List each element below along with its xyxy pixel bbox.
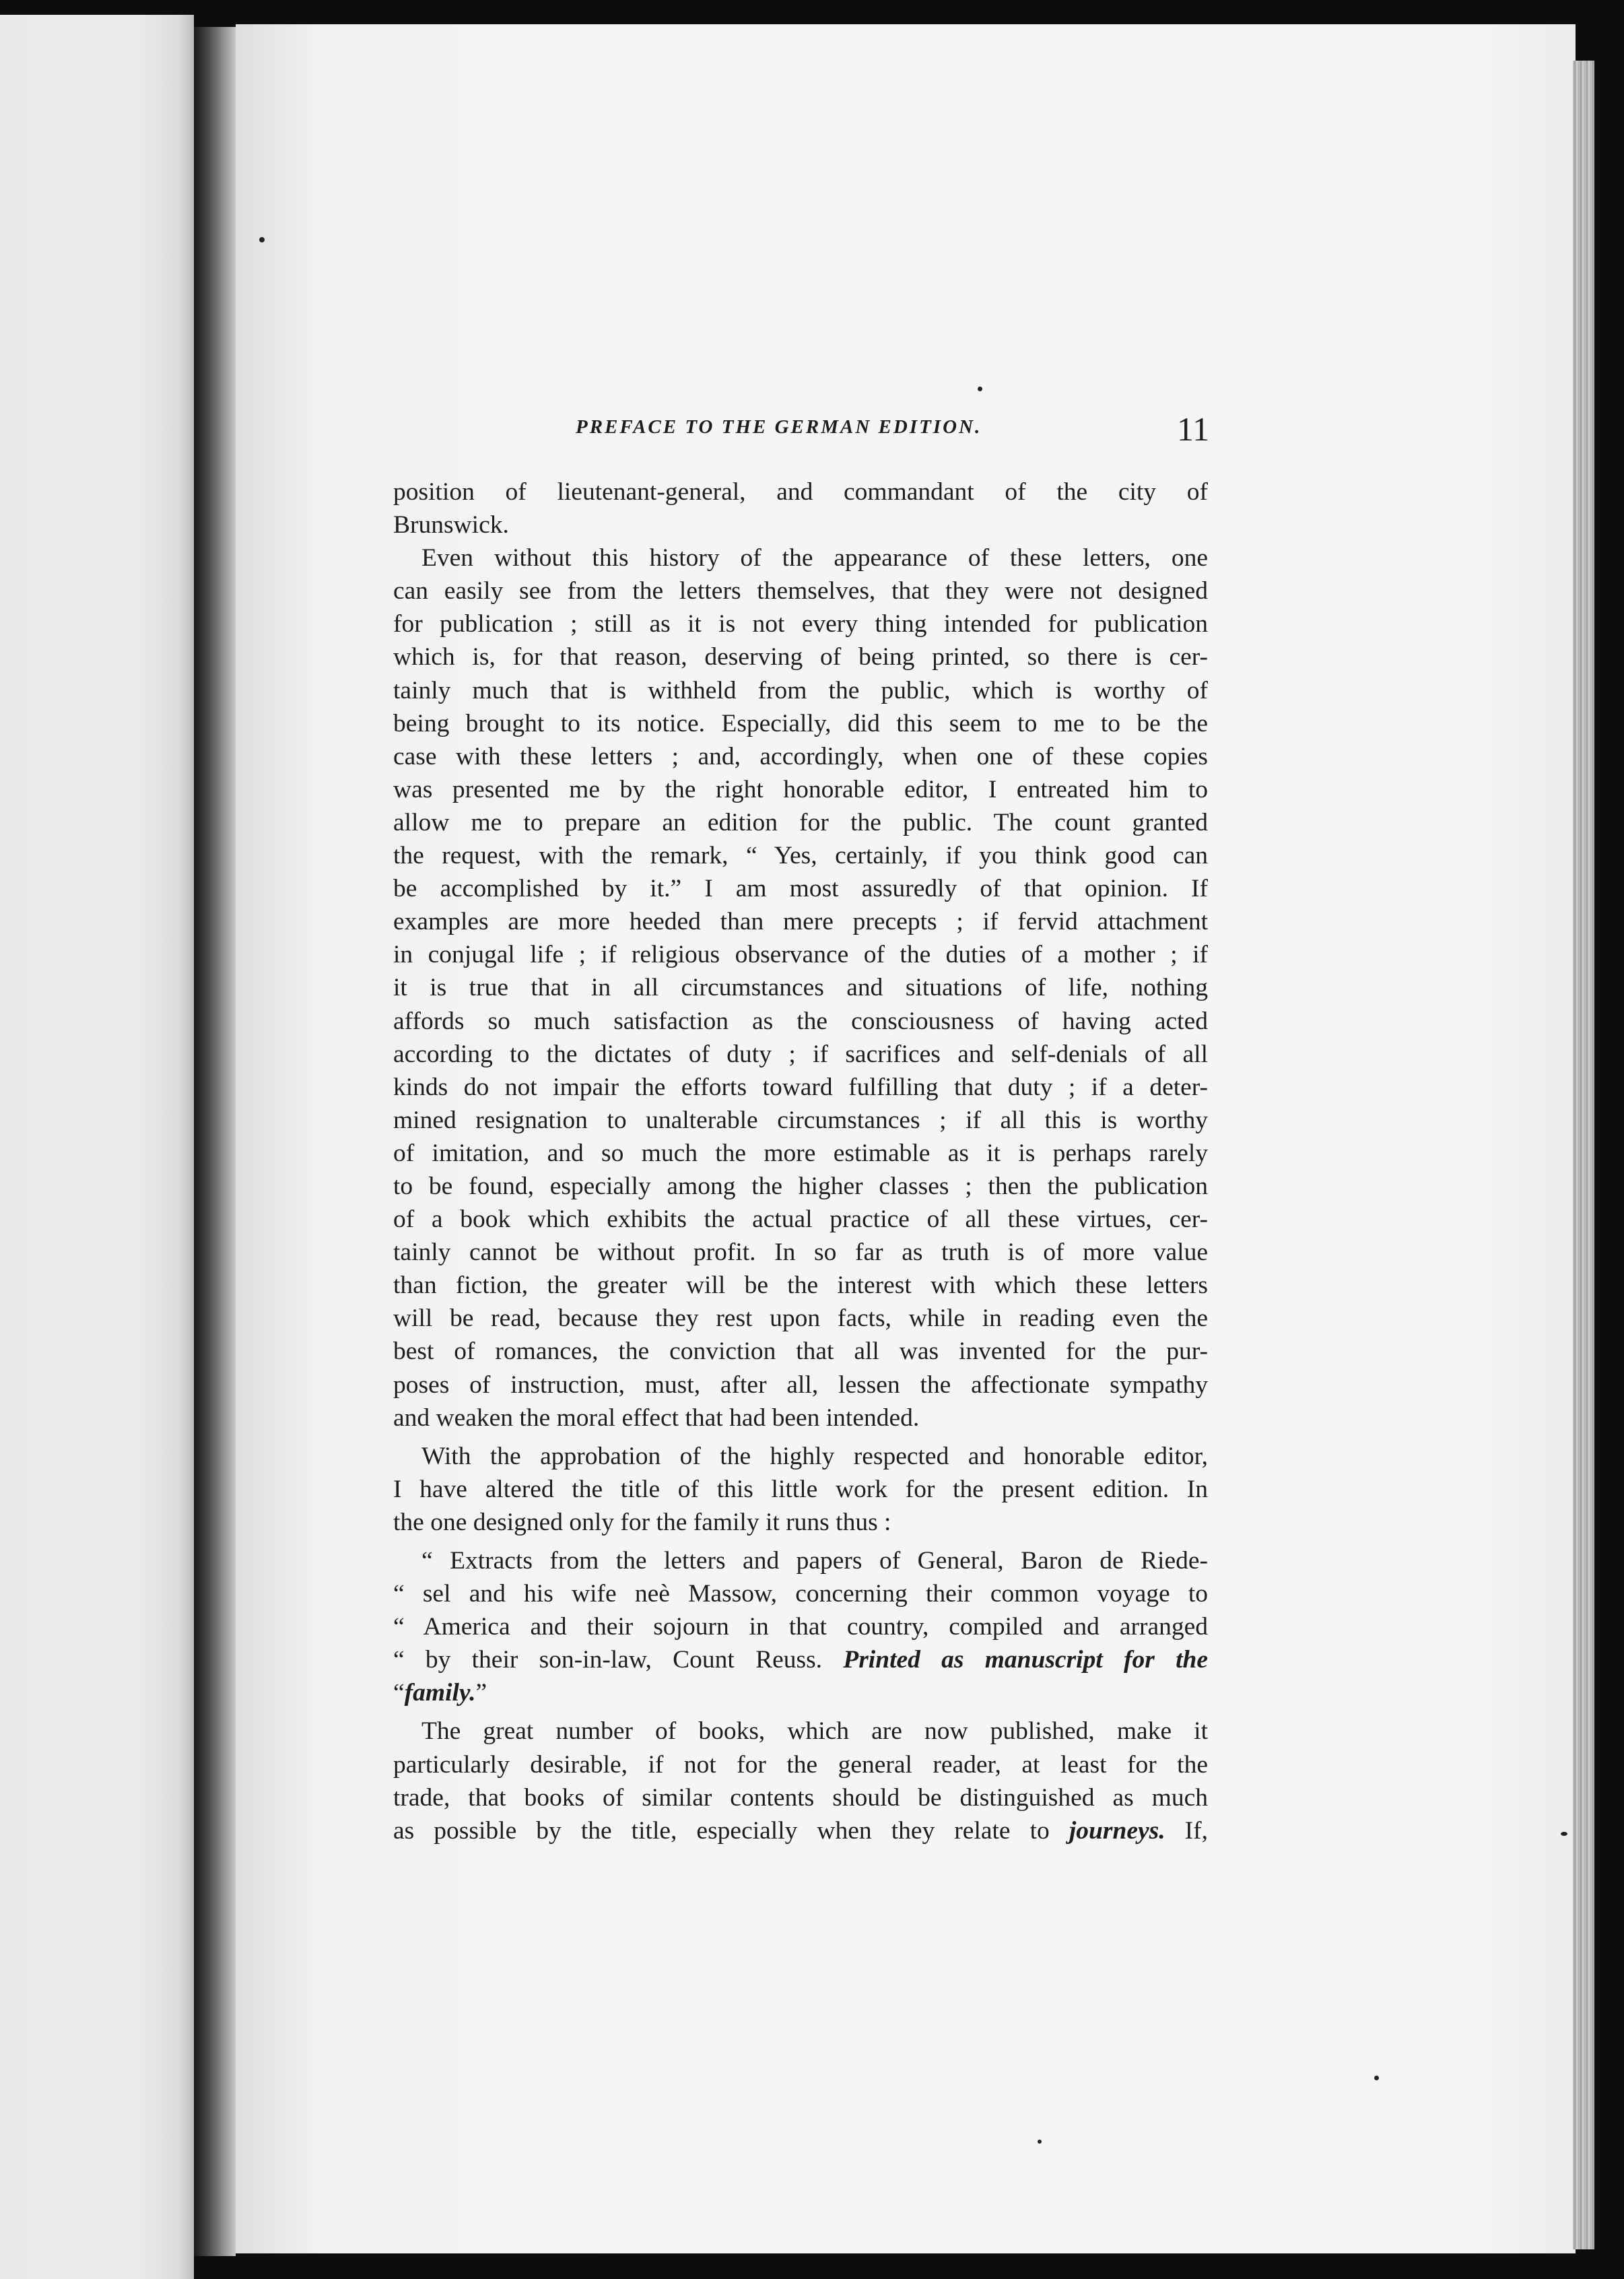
text-span: as possible by the title, especially when they relate to	[393, 1816, 1069, 1845]
text-line: will be read, because they rest upon facts, while in reading even the	[393, 1304, 1208, 1333]
text-line: The great number of books, which are now published, make it	[421, 1717, 1208, 1746]
scan-speck	[1038, 2140, 1042, 2144]
text-line: allow me to prepare an edition for the public. The count granted	[393, 808, 1208, 836]
text-line: kinds do not impair the efforts toward fulfilling that duty ; if a deter-	[393, 1073, 1208, 1101]
text-line: be accomplished by it.” I am most assuredly of that opinion. If	[393, 875, 1208, 903]
text-line: in conjugal life ; if religious observance of the duties of a mother ; if	[393, 941, 1208, 969]
gutter-shadow	[194, 27, 236, 2256]
text-line: to be found, especially among the higher classes ; then the publication	[393, 1172, 1208, 1200]
text-line: mined resignation to unalterable circumstances ; if all this is worthy	[393, 1106, 1208, 1134]
paragraph-gap	[393, 1539, 1208, 1544]
running-head: PREFACE TO THE GERMAN EDITION.	[576, 416, 982, 438]
text-line: tainly cannot be without profit. In so far as truth is of more value	[393, 1238, 1208, 1267]
text-line: for publication ; still as it is not every thing intended for publication	[393, 610, 1208, 638]
quote-text: “ by their son-in-law, Count Reuss.	[393, 1646, 844, 1674]
text-line	[393, 1814, 1208, 1847]
quote-line: “ Extracts from the letters and papers of General, Baron de Riede-	[421, 1547, 1208, 1575]
body-text	[393, 475, 1208, 1847]
quote-mark: “	[393, 1679, 405, 1707]
text-line: particularly desirable, if not for the general reader, at least for the	[393, 1750, 1208, 1779]
text-line: than fiction, the greater will be the interest with which these letters	[393, 1271, 1208, 1300]
text-line: which is, for that reason, deserving of being printed, so there is cer-	[393, 643, 1208, 671]
text-line: the request, with the remark, “ Yes, certainly, if you think good can	[393, 842, 1208, 870]
text-line: case with these letters ; and, accordingly, when one of these copies	[393, 742, 1208, 770]
text-line: poses of instruction, must, after all, lessen the affectionate sympathy	[393, 1370, 1208, 1399]
quote-line	[393, 1676, 1208, 1709]
text-line: of a book which exhibits the actual practice of all these virtues, cer-	[393, 1205, 1208, 1234]
text-line: and weaken the moral effect that had been intended.	[393, 1403, 920, 1432]
text-line: trade, that books of similar contents should be distinguished as much	[393, 1783, 1208, 1812]
italic-text: family.	[404, 1679, 476, 1707]
text-line: of imitation, and so much the more estimable as it is perhaps rarely	[393, 1139, 1208, 1167]
text-line: the one designed only for the family it runs thus :	[393, 1508, 891, 1536]
text-line: affords so much satisfaction as the consciousness of having acted	[393, 1007, 1208, 1035]
text-line: With the approbation of the highly respected and honorable editor,	[421, 1442, 1208, 1470]
text-line: can easily see from the letters themselves, that they were not designed	[393, 577, 1208, 605]
text-line: it is true that in all circumstances and situations of life, nothing	[393, 974, 1208, 1002]
text-line: I have altered the title of this little work for the present edition. In	[393, 1475, 1208, 1503]
text-span: If,	[1165, 1816, 1208, 1845]
italic-text: Printed as manuscript for the	[843, 1646, 1208, 1674]
scan-speck	[1374, 2076, 1379, 2080]
paragraph-gap	[393, 1434, 1208, 1440]
quote-line	[393, 1643, 1208, 1676]
scan-speck	[259, 237, 265, 242]
scan-speck	[978, 387, 982, 391]
italic-text: journeys.	[1069, 1816, 1165, 1845]
scan-speck	[1561, 1832, 1567, 1836]
text-line: position of lieutenant-general, and commandant of the city of	[393, 478, 1208, 506]
text-line: tainly much that is withheld from the public, which is worthy of	[393, 676, 1208, 704]
quote-mark: ”	[475, 1679, 487, 1707]
text-line: according to the dictates of duty ; if sacrifices and self-denials of all	[393, 1040, 1208, 1068]
quote-line: “ sel and his wife neè Massow, concerning their common voyage to	[393, 1580, 1208, 1608]
page-number: 11	[1177, 410, 1210, 448]
text-line: was presented me by the right honorable editor, I entreated him to	[393, 775, 1208, 803]
quote-line: “ America and their sojourn in that country, compiled and arranged	[393, 1613, 1208, 1641]
paragraph-gap	[393, 1709, 1208, 1715]
text-line: being brought to its notice. Especially, did this seem to me to be the	[393, 709, 1208, 737]
text-line: Even without this history of the appearance of these letters, one	[421, 544, 1208, 572]
text-line: examples are more heeded than mere precepts ; if fervid attachment	[393, 908, 1208, 936]
facing-page-edge	[0, 15, 194, 2279]
page-stack-edge	[1573, 61, 1594, 2249]
text-line: Brunswick.	[393, 511, 509, 539]
text-line: best of romances, the conviction that all was invented for the pur-	[393, 1337, 1208, 1366]
